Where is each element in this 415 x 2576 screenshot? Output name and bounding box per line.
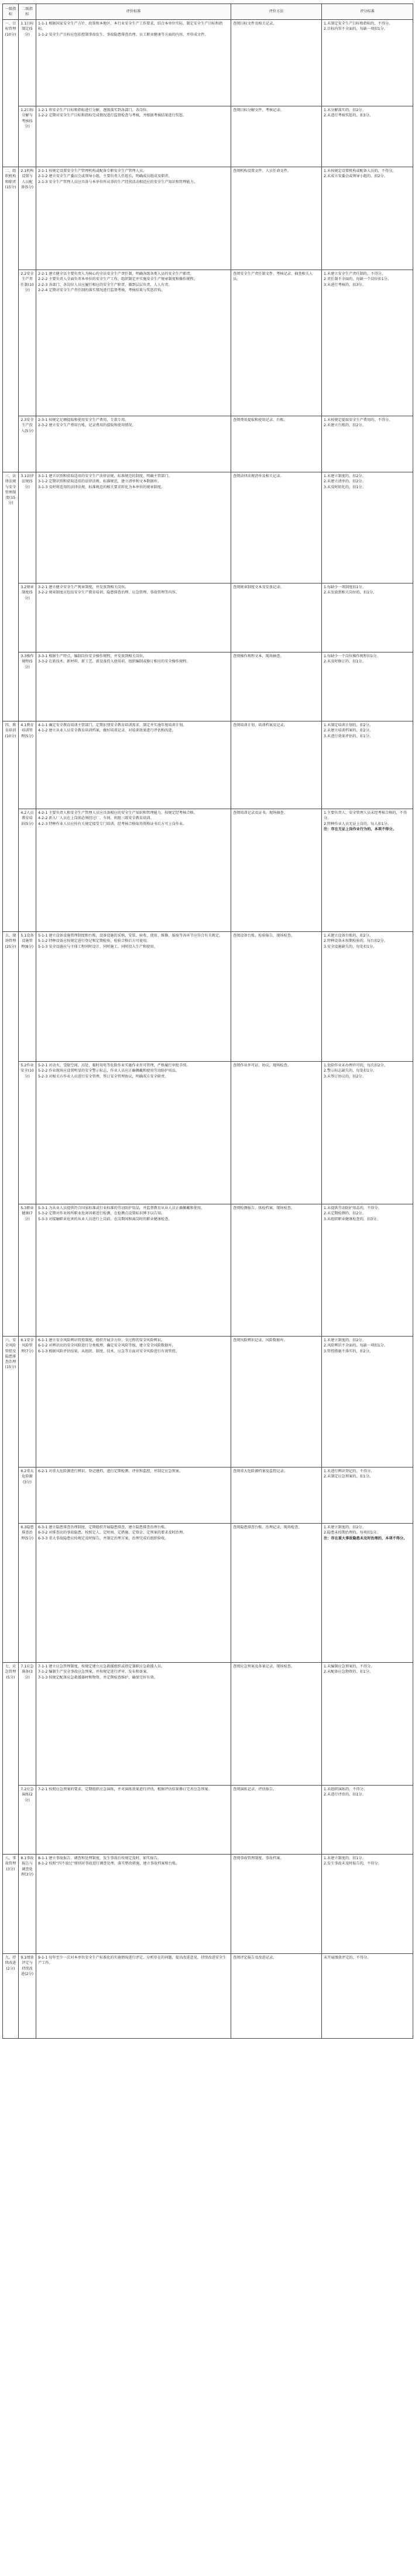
- score-cell: [322, 20, 413, 106]
- header-method: 评价方法: [231, 4, 322, 20]
- cell-line: 查阅演练记录、评估报告。: [233, 1787, 277, 1791]
- cell-line: 8-1-2 按照“四不放过”原则对事故进行调查处理，落实整改措施，建立事故档案和台账。: [38, 1862, 180, 1866]
- level2-cell: 7.2应急演练(2分): [19, 1786, 36, 1855]
- standard-cell: [36, 652, 231, 721]
- standard-cell: [36, 416, 231, 472]
- cell-line: 1.主要负责人、安全管理人员未经考核合格的，不得分。: [324, 811, 407, 821]
- level2-cell: 8.1事故报告与调查处理(3分): [19, 1855, 36, 1954]
- cell-line: 2.未制定应急预案的，扣1分。: [324, 1475, 373, 1479]
- level2-cell: 5.1设备设施管理(8分): [19, 932, 36, 1062]
- method-cell: [231, 1786, 322, 1855]
- cell-line: 1-2-1 将安全生产目标和指标进行分解，逐级落实到各部门、各岗位。: [38, 108, 150, 112]
- cell-line: 4-2-3 特种作业人员应按有关规定接受专门培训，经考核合格取得资格证书后方可上岗作业。: [38, 821, 187, 826]
- cell-line: 1.未进行辨识登记的，不得分。: [324, 1469, 375, 1473]
- table-row: [3, 106, 413, 167]
- cell-line: 查阅应急预案及备案记录，现场检查。: [233, 1665, 295, 1669]
- score-cell: [322, 1062, 413, 1204]
- cell-line: 6-1-2 对辨识出的安全风险进行分类梳理，确定安全风险等级，建立安全风险数据库。: [38, 1344, 176, 1348]
- score-cell: [322, 932, 413, 1062]
- table-row: [3, 472, 413, 583]
- level2-cell: 2.1机构设置与人员配备(5分): [19, 167, 36, 270]
- cell-line: 2.警示标志缺失的，每处扣1分。: [324, 1069, 377, 1073]
- score-cell: [322, 416, 413, 472]
- cell-line: 1.未建立安全生产责任制的，不得分。: [324, 272, 385, 276]
- cell-line: 5-3-3 对接触职业危害的从业人员进行上岗前、在岗期间和离岗时的职业健康检查。: [38, 1217, 172, 1221]
- cell-line: 2.隐患未按期治理的，每项扣1分。: [324, 1531, 380, 1535]
- table-row: [3, 1524, 413, 1663]
- method-cell: [231, 1062, 322, 1204]
- cell-line: 2.未进行评估的，扣1分。: [324, 1793, 366, 1797]
- cell-line: 2.未建立清单的，扣2分。: [324, 479, 366, 484]
- evaluation-table: [2, 4, 413, 2039]
- level1-cell: 八、事故管理(3分): [3, 1855, 19, 1954]
- score-note: 注：存在无证上岗作业行为的，本项不得分。: [324, 827, 396, 831]
- cell-line: 3-1-2 定期识别和获取适用的法律法规、标准规范，建立清单和文本数据库。: [38, 479, 162, 484]
- level1-cell: 二、组织机构和职责(15分): [3, 167, 19, 472]
- method-cell: [231, 1954, 322, 2039]
- standard-cell: [36, 270, 231, 416]
- table-header-row: [3, 4, 413, 20]
- cell-line: 2-1-2 建立安全生产委员会或领导小组，主要负责人任组长，明确成员组成及职责。: [38, 174, 172, 179]
- method-cell: [231, 20, 322, 106]
- cell-line: 查阅设备台账、检验报告，现场检查。: [233, 934, 295, 938]
- level1-cell: 九、持续改进(2分): [3, 1954, 19, 2039]
- cell-line: 1.未建立制度的，扣2分。: [324, 1338, 366, 1342]
- score-cell: [322, 106, 413, 167]
- cell-line: 7-2-1 按照应急预案的要求，定期组织应急演练，并对演练效果进行评估，根据评估结果修订完善应急预案。: [38, 1787, 212, 1791]
- level1-cell: 七、应急管理(5分): [3, 1663, 19, 1855]
- cell-line: 查阅培训记录及证书，现场抽查。: [233, 811, 287, 815]
- cell-line: 1.未按规定设置机构或配备人员的，不得分。: [324, 169, 396, 173]
- method-cell: [231, 1337, 322, 1467]
- table-row: [3, 1467, 413, 1524]
- score-cell: [322, 1855, 413, 1954]
- method-cell: [231, 932, 322, 1062]
- table-row: [3, 809, 413, 932]
- level2-cell: 3.2规章制度(5分): [19, 583, 36, 652]
- level2-cell: 5.2作业安全(10分): [19, 1062, 36, 1204]
- score-cell: [322, 1954, 413, 2039]
- cell-line: 查阅目标分解文件、考核记录。: [233, 108, 284, 112]
- cell-line: 1.每缺少一项制度扣1分。: [324, 585, 366, 589]
- cell-line: 6-3-3 重大事故隐患应按规定及时报告，并制定治理方案，治理完成后组织验收。: [38, 1536, 169, 1541]
- cell-line: 查阅隐患排查台账、治理记录，现场检查。: [233, 1525, 302, 1529]
- standard-cell: [36, 721, 231, 809]
- method-cell: [231, 106, 322, 167]
- cell-line: 3.未组织职业健康检查的，扣3分。: [324, 1217, 380, 1221]
- cell-line: 3.未及时转化的，扣1分。: [324, 485, 366, 489]
- cell-line: 1.未建立设备台账的，扣2分。: [324, 934, 373, 938]
- standard-cell: [36, 1204, 231, 1337]
- level2-cell: 6.1安全风险管理(7分): [19, 1337, 36, 1467]
- score-note: 注：存在重大事故隐患未及时治理的，本项不得分。: [324, 1536, 407, 1541]
- score-cell: [322, 167, 413, 270]
- cell-line: 3-3-2 在新技术、新材料、新工艺、新设备投入使用前，组织编制或修订相应的安全操作规程。: [38, 659, 190, 664]
- cell-line: 查阅安全生产责任制文件、考核记录，抽查相关人员。: [233, 272, 313, 282]
- cell-line: 查阅法律法规清单及相关记录。: [233, 474, 284, 478]
- method-cell: [231, 472, 322, 583]
- score-cell: [322, 1786, 413, 1855]
- cell-line: 3.未签订协议的，扣2分。: [324, 1074, 366, 1079]
- cell-line: 3-1-1 建立识别和获取适用的安全生产法律法规、标准规范的制度，明确主管部门。: [38, 474, 172, 478]
- score-cell: [322, 583, 413, 652]
- level2-cell: 4.1教育培训管理(5分): [19, 721, 36, 809]
- standard-cell: [36, 1467, 231, 1524]
- cell-line: 3-1-3 及时将适用的法律法规、标准规范的相关要求转化为本单位的规章制度。: [38, 485, 165, 489]
- cell-line: 5-2-3 对相关方作业人员进行安全管理，签订安全管理协议，明确双方安全职责。: [38, 1074, 169, 1079]
- standard-cell: [36, 1954, 231, 2039]
- cell-line: 2-2-2 主要负责人全面负责本单位的安全生产工作，组织制定并实施安全生产规章制度和操作规程。: [38, 277, 197, 282]
- cell-line: 1.未建立制度的，扣1分。: [324, 1856, 366, 1860]
- standard-cell: [36, 1663, 231, 1786]
- cell-line: 2-1-1 按规定设置安全生产管理机构或配备专职安全生产管理人员。: [38, 169, 147, 173]
- cell-line: 查阅规章制度文本及发放记录。: [233, 585, 284, 589]
- cell-line: 未开展绩效评定的，不得分。: [324, 1956, 371, 1960]
- method-cell: [231, 809, 322, 932]
- cell-line: 1.未建立制度的，扣2分。: [324, 474, 366, 478]
- method-cell: [231, 416, 322, 472]
- table-row: [3, 583, 413, 652]
- cell-line: 5-1-1 建立设备设施管理制度和台账，设备设施的采购、安装、验收、使用、维修、报废等各环节应符合有关规定。: [38, 934, 223, 938]
- score-cell: [322, 1663, 413, 1786]
- cell-line: 2.未发放到相关岗位的，扣1分。: [324, 591, 377, 595]
- method-cell: [231, 1855, 322, 1954]
- cell-line: 8-1-1 建立事故报告、调查和处理制度，发生事故后按规定及时、如实报告。: [38, 1856, 162, 1860]
- level1-cell: 四、教育培训(10分): [3, 721, 19, 932]
- cell-line: 查阅检测报告、体检档案，现场检查。: [233, 1206, 295, 1210]
- cell-line: 2.未及时修订的，扣1分。: [324, 659, 366, 664]
- method-cell: [231, 1524, 322, 1663]
- cell-line: 1.每缺少一个岗位操作规程扣1分。: [324, 654, 380, 658]
- header-standard: 评价标准: [36, 4, 231, 20]
- table-row: [3, 1855, 413, 1954]
- cell-line: 查阅重大危险源档案及监控记录。: [233, 1469, 287, 1473]
- cell-line: 1.未建立制度的，扣2分。: [324, 1525, 366, 1529]
- cell-line: 2.目标内容不全面的，每缺一项扣1分。: [324, 27, 387, 32]
- cell-line: 5-2-2 作业现场应设置明显的安全警示标志，作业人员应正确佩戴和使用劳动防护用品。: [38, 1069, 179, 1073]
- score-cell: [322, 472, 413, 583]
- standard-cell: [36, 1786, 231, 1855]
- cell-line: 查阅机构设置文件、人员任命文件。: [233, 169, 291, 173]
- cell-line: 1.未按规定提取安全生产费用的，不得分。: [324, 418, 393, 422]
- level2-cell: 5.3职业健康(7分): [19, 1204, 36, 1337]
- table-row: [3, 1062, 413, 1204]
- table-row: [3, 1663, 413, 1786]
- method-cell: [231, 652, 322, 721]
- cell-line: 1.未分解落实的，扣2分。: [324, 108, 366, 112]
- cell-line: 6-1-3 根据风险评估结果，从组织、制度、技术、应急等方面对安全风险进行有效管控。: [38, 1349, 179, 1353]
- cell-line: 5-2-1 对动火、受限空间、高处、临时用电等危险作业实施作业许可管理，严格履行审批手续。: [38, 1063, 190, 1068]
- level1-cell: 五、现场管理(25分): [3, 932, 19, 1337]
- standard-cell: [36, 106, 231, 167]
- cell-line: 2-3-1 按规定足额提取和使用安全生产费用，专款专用。: [38, 418, 129, 422]
- method-cell: [231, 1663, 322, 1786]
- standard-cell: [36, 1337, 231, 1467]
- cell-line: 2.未成立安委会或领导小组的，扣2分。: [324, 174, 387, 179]
- cell-line: 3.管控措施不落实的，扣2分。: [324, 1349, 373, 1353]
- cell-line: 查阅培训计划、培训档案及记录。: [233, 723, 287, 727]
- standard-cell: [36, 1855, 231, 1954]
- cell-line: 2.未建立培训档案的，扣2分。: [324, 728, 373, 733]
- cell-line: 6-1-1 建立安全风险辨识管控制度，组织开展全方位、全过程的安全风险辨识。: [38, 1338, 165, 1342]
- level2-cell: 3.1法律法规(5分): [19, 472, 36, 583]
- cell-line: 7-1-3 按规定配备应急救援器材和物资，并定期检查维护，确保完好有效。: [38, 1675, 157, 1680]
- level1-cell: 三、法律法规与安全管理制度(15分): [3, 472, 19, 721]
- method-cell: [231, 167, 322, 270]
- cell-line: 3-2-1 建立健全安全生产规章制度，并发放到相关岗位。: [38, 585, 129, 589]
- cell-line: 2.未定期检测的，扣2分。: [324, 1211, 366, 1216]
- method-cell: [231, 1204, 322, 1337]
- cell-line: 查阅风险辨识记录、风险数据库。: [233, 1338, 287, 1342]
- level2-cell: 1.2目标分解与考核(5分): [19, 106, 36, 167]
- cell-line: 1-1-1 根据国家安全生产方针、政策和本地区、本行业安全生产工作要求，结合本单位实际，制定安全生产目标和指标。: [38, 22, 223, 32]
- table-row: [3, 1786, 413, 1855]
- cell-line: 4-2-1 主要负责人和安全生产管理人员应具备相应的安全生产知识和管理能力，按规定经考核合格。: [38, 811, 197, 815]
- standard-cell: [36, 167, 231, 270]
- cell-line: 3.未进行考核的，扣3分。: [324, 282, 366, 287]
- cell-line: 2-3-2 建立安全生产费用台账，记录费用的提取和使用情况。: [38, 423, 136, 428]
- cell-line: 2.风险辨识不全面的，每缺一项扣1分。: [324, 1344, 387, 1348]
- cell-line: 6-3-2 对排查出的事故隐患，按照定人、定时间、定措施、定资金、定预案的要求及时治理。: [38, 1531, 187, 1535]
- cell-line: 2.发生事故未及时报告的，不得分。: [324, 1862, 382, 1866]
- cell-line: 5-3-1 为从业人员提供符合国家标准或行业标准的劳动防护用品，并监督教育从业人员正确佩戴和使用。: [38, 1206, 205, 1210]
- level2-cell: 2.2安全生产责任制(10分): [19, 270, 36, 416]
- cell-line: 3.未进行效果评估的，扣1分。: [324, 734, 373, 738]
- table-row: [3, 932, 413, 1062]
- table-row: [3, 416, 413, 472]
- level2-cell: 6.3隐患排查治理(5分): [19, 1524, 36, 1663]
- table-row: [3, 652, 413, 721]
- cell-line: 查阅费用提取和使用记录、台账。: [233, 418, 287, 422]
- cell-line: 1.未制定安全生产目标和指标的，不得分。: [324, 22, 393, 26]
- cell-line: 2-2-1 建立健全以主要负责人为核心的全员安全生产责任制，明确各级各类人员的安全生产职责。: [38, 272, 194, 276]
- cell-line: 2-2-4 定期对安全生产责任制的落实情况进行监督考核，考核结果与奖惩挂钩。: [38, 288, 165, 292]
- cell-line: 查阅事故管理制度、事故档案。: [233, 1856, 284, 1860]
- method-cell: [231, 270, 322, 416]
- header-score: 评分标准: [322, 4, 413, 20]
- table-row: [3, 20, 413, 106]
- level2-cell: 9.1绩效评定与持续改进(2分): [19, 1954, 36, 2039]
- cell-line: 1-2-2 定期对安全生产目标和指标完成情况进行监督检查与考核，并根据考核结果进行奖惩。: [38, 113, 187, 118]
- cell-line: 6-3-1 建立隐患排查治理制度，定期组织开展隐患排查，建立隐患排查治理台账。: [38, 1525, 169, 1529]
- table-row: [3, 167, 413, 270]
- score-cell: [322, 1204, 413, 1337]
- cell-line: 查阅作业许可证、协议，现场检查。: [233, 1063, 291, 1068]
- cell-line: 查阅评定报告及改进记录。: [233, 1956, 277, 1960]
- cell-line: 9-1-1 每年至少一次对本单位安全生产标准化的实施情况进行评定，分析存在的问题，提出改进意见，持续改进安全生产工作。: [38, 1956, 227, 1966]
- cell-line: 1.危险作业未办理许可的，每次扣2分。: [324, 1063, 387, 1068]
- cell-line: 7-1-2 编制生产安全事故应急预案，并按规定进行评审、发布和备案。: [38, 1670, 150, 1674]
- cell-line: 1.未编制应急预案的，不得分。: [324, 1665, 375, 1669]
- cell-line: 1.未组织演练的，不得分。: [324, 1787, 367, 1791]
- table-row: [3, 1337, 413, 1467]
- standard-cell: [36, 472, 231, 583]
- level1-cell: 六、安全风险管控及隐患排查治理(15分): [3, 1337, 19, 1663]
- standard-cell: [36, 583, 231, 652]
- cell-line: 4-2-2 新入厂人员在上岗前必须经过厂、车间、班组三级安全教育培训。: [38, 816, 154, 821]
- cell-line: 4-1-1 确定安全教育培训主管部门，定期识别安全教育培训需求，制定并实施年度培训计划。: [38, 723, 187, 727]
- cell-line: 2-2-3 各部门、各岗位人员应履行相应的安全生产职责，做到层层负责、人人有责。: [38, 282, 172, 287]
- standard-cell: [36, 20, 231, 106]
- level1-cell: 一、目标管理(10分): [3, 20, 19, 167]
- cell-line: 2.特种作业人员无证上岗的，每人扣1分。: [324, 821, 392, 826]
- cell-line: 查阅操作规程文本，现场抽查。: [233, 654, 284, 658]
- score-cell: [322, 809, 413, 932]
- cell-line: 7-1-1 建立应急管理制度，按规定建立应急救援组织或指定兼职应急救援人员。: [38, 1665, 165, 1669]
- method-cell: [231, 583, 322, 652]
- level2-cell: 1.1目标制定(5分): [19, 20, 36, 106]
- level2-cell: 6.2重大危险源(3分): [19, 1467, 36, 1524]
- standard-cell: [36, 809, 231, 932]
- level2-cell: 3.3操作规程(5分): [19, 652, 36, 721]
- score-cell: [322, 652, 413, 721]
- method-cell: [231, 721, 322, 809]
- cell-line: 1.未制定培训计划的，扣2分。: [324, 723, 373, 727]
- score-cell: [322, 1524, 413, 1663]
- cell-line: 2.特种设备未按期检验的，每台扣2分。: [324, 939, 387, 944]
- score-cell: [322, 270, 413, 416]
- cell-line: 3-2-2 规章制度应包括安全生产教育培训、隐患排查治理、应急管理、事故管理等内容。: [38, 591, 179, 595]
- cell-line: 2.未进行考核奖惩的，扣3分。: [324, 113, 373, 118]
- level2-cell: 2.3安全生产投入(5分): [19, 416, 36, 472]
- standard-cell: [36, 932, 231, 1062]
- method-cell: [231, 1467, 322, 1524]
- cell-line: 2.未配备应急物资的，扣1分。: [324, 1670, 373, 1674]
- standard-cell: [36, 1062, 231, 1204]
- cell-line: 2-1-3 安全生产管理人员应具备与本单位所从事的生产经营活动相适应的安全生产知识和管理能力。: [38, 179, 197, 184]
- cell-line: 1.未提供劳动防护用品的，不得分。: [324, 1206, 382, 1210]
- cell-line: 6-2-1 对重大危险源进行辨识、登记建档，进行定期检测、评估和监控，并制定应急预案。: [38, 1469, 183, 1473]
- header-level2: 二级指标: [19, 4, 36, 20]
- cell-line: 3.安全设施缺失的，每处扣1分。: [324, 944, 377, 949]
- cell-line: 2.未建立台账的，扣2分。: [324, 423, 366, 428]
- header-level1: 一级指标: [3, 4, 19, 20]
- cell-line: 2.责任制不全面的，每缺一个岗位扣1分。: [324, 277, 392, 282]
- cell-line: 1-1-2 安全生产目标应包括控制事故发生、事故隐患排查治理、员工职业健康等方面的内容，并形成文件。: [38, 32, 208, 37]
- cell-line: 查阅目标文件及相关记录。: [233, 22, 277, 26]
- cell-line: 3-3-1 根据生产特点，编制岗位安全操作规程，并发放到相关岗位。: [38, 654, 147, 658]
- table-body: [3, 20, 413, 2039]
- score-cell: [322, 1467, 413, 1524]
- cell-line: 5-1-3 安全设施应与主体工程同时设计、同时施工、同时投入生产和使用。: [38, 944, 157, 949]
- cell-line: 5-3-2 定期对作业场所职业危害因素进行检测，在检测点设置标识牌予以告知。: [38, 1211, 165, 1216]
- table-row: [3, 1204, 413, 1337]
- standard-cell: [36, 1524, 231, 1663]
- cell-line: 4-1-2 建立从业人员安全教育培训档案，做好培训记录，对培训效果进行评估和改进。: [38, 728, 176, 733]
- level2-cell: 4.2人员教育培训(5分): [19, 809, 36, 932]
- table-row: [3, 721, 413, 809]
- cell-line: 5-1-2 特种设备应按规定进行登记和定期检验，检验合格后方可使用。: [38, 939, 150, 944]
- score-cell: [322, 1337, 413, 1467]
- level2-cell: 7.1应急准备(3分): [19, 1663, 36, 1786]
- score-cell: [322, 721, 413, 809]
- table-row: [3, 270, 413, 416]
- table-row: [3, 1954, 413, 2039]
